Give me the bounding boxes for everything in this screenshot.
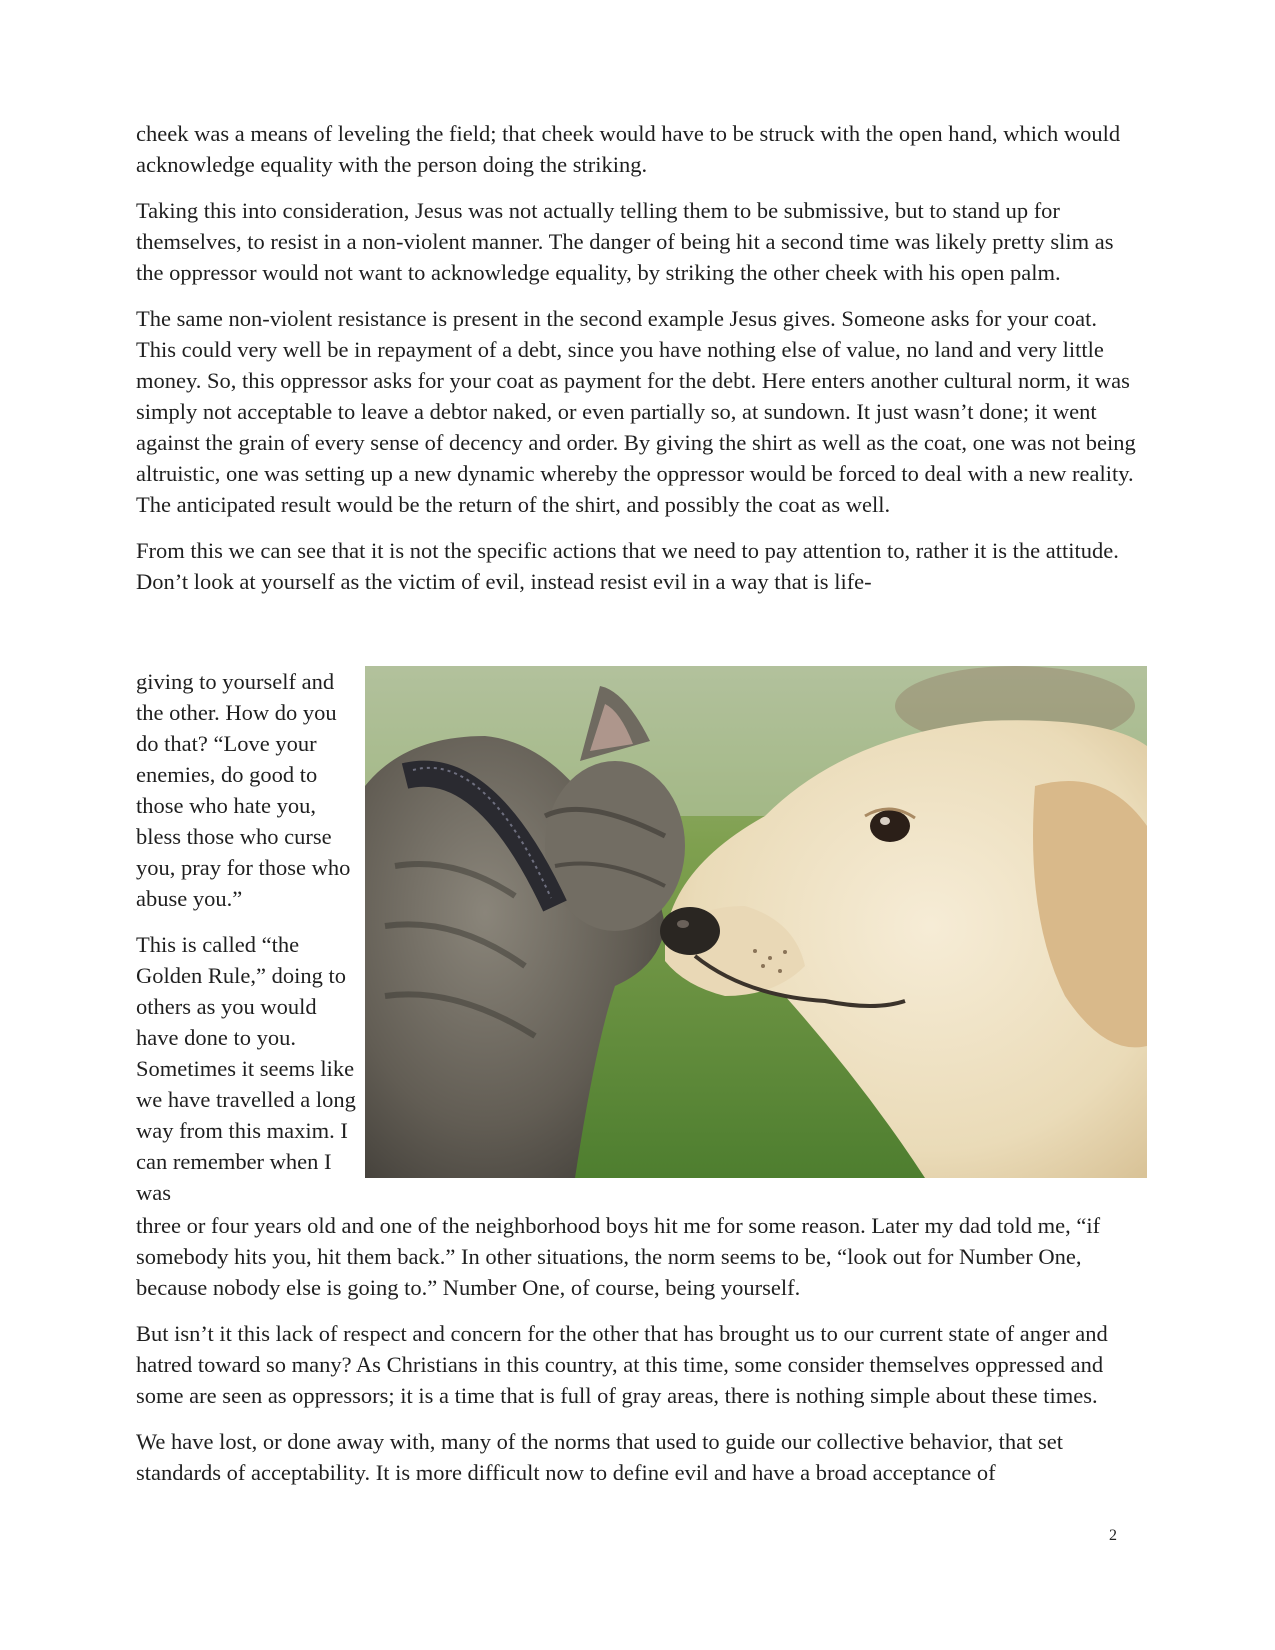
- paragraph-4: From this we can see that it is not the specific actions that we need to pay attention to, rather it is the attitude. Don’t look at yourself as the victim of evil, instead resist evil in a way that is life-: [136, 538, 1119, 594]
- paragraph-6: But isn’t it this lack of respect and concern for the other that has brought us to our current state of anger and hatred toward so many? As Christians in this country, at this time, some consider themselves oppressed and some are seen as oppressors; it is a time that is full of gray areas, there is nothing simple about these times.: [136, 1321, 1108, 1408]
- body-text-bottom: [136, 1210, 1142, 1503]
- body-text-top: [136, 118, 1142, 597]
- paragraph-7: We have lost, or done away with, many of the norms that used to guide our collective behavior, that set standards of acceptability. It is more difficult now to define evil and have a broad acceptance of: [136, 1429, 1064, 1485]
- wrapped-paragraph-2: This is called “the Golden Rule,” doing to others as you would have done to you. Sometimes it seems like we have travelled a long way from this maxim. I can remember when I was: [136, 932, 356, 1205]
- wrapped-text-column: [136, 666, 358, 1208]
- wrapped-paragraph-1: giving to yourself and the other. How do you do that? “Love your enemies, do good to those who hate you, bless those who curse you, pray for those who abuse you.”: [136, 669, 351, 911]
- cat-and-dog-photo: [365, 666, 1147, 1178]
- photo-illustration: [365, 666, 1147, 1178]
- paragraph-5: three or four years old and one of the neighborhood boys hit me for some reason. Later my dad told me, “if somebody hits you, hit them back.” In other situations, the norm seems to be, “look out for Number One, because nobody else is going to.” Number One, of course, being yourself.: [136, 1213, 1101, 1300]
- paragraph-3: The same non-violent resistance is present in the second example Jesus gives. Someone asks for your coat. This could very well be in repayment of a debt, since you have nothing else of value, no land and very little money. So, this oppressor asks for your coat as payment for the debt. Here enters another cultural norm, it was simply not acceptable to leave a debtor naked, or even partially so, at sundown. It just wasn’t done; it went against the grain of every sense of decency and order. By giving the shirt as well as the coat, one was not being altruistic, one was setting up a new dynamic whereby the oppressor would be forced to deal with a new reality. The anticipated result would be the return of the shirt, and possibly the coat as well.: [136, 306, 1136, 517]
- paragraph-2: Taking this into consideration, Jesus was not actually telling them to be submissive, but to stand up for themselves, to resist in a non-violent manner. The danger of being hit a second time was likely pretty slim as the oppressor would not want to acknowledge equality, by striking the other cheek with his open palm.: [136, 198, 1114, 285]
- page-number: 2: [1109, 1527, 1117, 1544]
- paragraph-1: cheek was a means of leveling the field; that cheek would have to be struck with the open hand, which would acknowledge equality with the person doing the striking.: [136, 121, 1121, 177]
